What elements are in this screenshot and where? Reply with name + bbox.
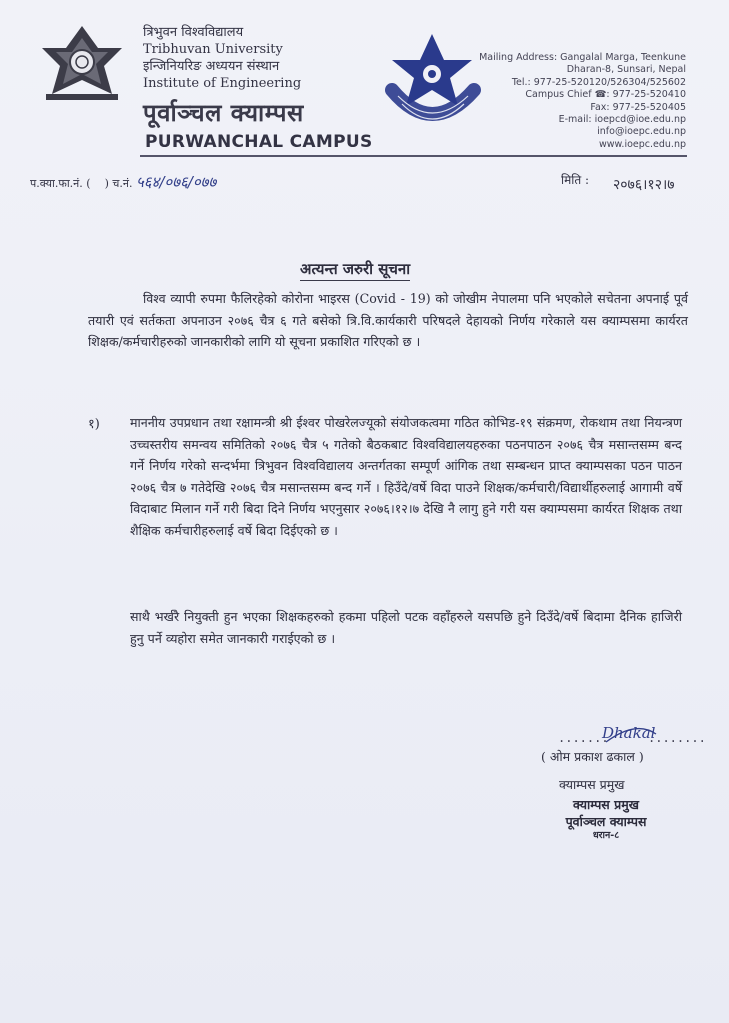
date-value: २०७६।१२।७ [613, 177, 675, 193]
notice-item-1: माननीय उपप्रधान तथा रक्षामन्त्री श्री ईश्वर पोखरेलज्यूको संयोजकत्वमा गठित कोभिड-१९ संक्रमण, रोकथाम तथा नियन्त्रण उच्चस्तरीय समन्वय समितिको २०७६ चैत्र ५ गतेको बैठकबाट विश्वविद्यालयहरुका पठनपाठन २०७६ चैत्र मसान्तसम्म बन्द गर्ने निर्णय गरेको सन्दर्भमा त्रिभुवन विश्वविद्यालय अन्तर्गतका सम्पूर्ण आंगिक तथा सम्बन्धन प्राप्त क्याम्पसका पठन पाठन २०७६ चैत्र ७ गतेदेखि २०७६ चैत्र मसान्तसम्म बन्द गर्ने । हिउँदे/वर्षे विदा पाउने शिक्षक/कर्मचारी/विद्यार्थीहरुलाई आगामी वर्षे विदाबाट मिलान गर्ने गरी बिदा दिने निर्णय भएनुसार २०७६।१२।७ देखि नै लागु हुने गरी यस क्याम्पसमा कार्यरत शिक्षक तथा शैक्षिक कर्मचारीहरुलाई वर्षे बिदा दिईएको छ । [130, 415, 682, 538]
institute-name-nepali: इन्जिनियरिङ अध्ययन संस्थान [143, 59, 280, 74]
item-number: १) [88, 417, 100, 432]
ca-number: ५६४/०७६/०७७ [135, 173, 217, 191]
contact-line: www.ioepc.edu.np [599, 138, 686, 150]
university-name-english: Tribhuvan University [143, 42, 283, 57]
stamp-line-3: धरान-८ [592, 830, 620, 841]
contact-line: Fax: 977-25-520405 [590, 101, 686, 113]
contact-line: Campus Chief ☎: 977-25-520410 [525, 89, 686, 101]
svg-text:.......: ....... [558, 731, 609, 745]
stamp-line-2: पूर्वाञ्चल क्याम्पस [565, 814, 647, 829]
contact-line: Tel.: 977-25-520120/526304/525602 [511, 76, 686, 88]
institute-name-english: Institute of Engineering [143, 76, 302, 91]
contact-line: E-mail: ioepcd@ioe.edu.np [558, 114, 686, 126]
stamp-line-1: क्याम्पस प्रमुख [573, 797, 639, 812]
signatory-name: ( ओम प्रकाश ढकाल ) [541, 749, 644, 764]
university-block [143, 24, 301, 92]
campus-name-nepali: पूर्वाञ्चल क्याम्पस [143, 99, 304, 127]
svg-text:........: ........ [648, 731, 706, 745]
institute-of-engineering-logo [378, 30, 486, 134]
header-divider [140, 155, 687, 157]
reference-line [30, 172, 216, 192]
notice-title: अत्यन्त जरुरी सूचना [300, 259, 410, 281]
notice-intro: विश्व व्यापी रुपमा फैलिरहेको कोरोना भाइरस (Covid - 19) को जोखीम नेपालमा पनि भएकोले सचेतना अपनाई पूर्व तयारी एवं सर्तकता अपनाउन २०७६ चैत्र ६ गते बसेको त्रि.वि.कार्यकारी परिषदले देहायको निर्णय गरेकाले यस क्याम्पसमा कार्यरत शिक्षक/कर्मचारीहरुको जानकारीको लागि यो सूचना प्रकाशित गरिएको छ । [88, 291, 688, 349]
date-label: मिति : [561, 173, 590, 187]
notice-note: साथै भर्खरै नियुक्ती हुन भएका शिक्षकहरुको हकमा पहिलो पटक वहाँहरुले यसपछि हुने दिउँदे/वर्षे बिदामा दैनिक हाजिरी हुनु पर्ने व्यहोरा समेत जानकारी गराईएको छ । [130, 609, 682, 646]
signature-text: Dhakal [602, 724, 656, 742]
pa-label: प.क्या.फा.नं. ( [30, 177, 91, 190]
ca-label: ) च.नं. [104, 177, 133, 190]
campus-name-english: PURWANCHAL CAMPUS [145, 132, 373, 152]
tribhuvan-university-logo [40, 24, 124, 102]
contact-info [479, 52, 686, 151]
campus-stamp [540, 796, 672, 842]
contact-line: info@ioepc.edu.np [597, 126, 686, 138]
contact-line: Mailing Address: Gangalal Marga, Teenkune [479, 52, 686, 63]
signatory-role: क्याम्पस प्रमुख [559, 777, 625, 792]
contact-line: Dharan-8, Sunsari, Nepal [566, 64, 686, 76]
university-name-nepali: त्रिभुवन विश्वविद्यालय [143, 25, 244, 40]
signature [556, 712, 706, 752]
